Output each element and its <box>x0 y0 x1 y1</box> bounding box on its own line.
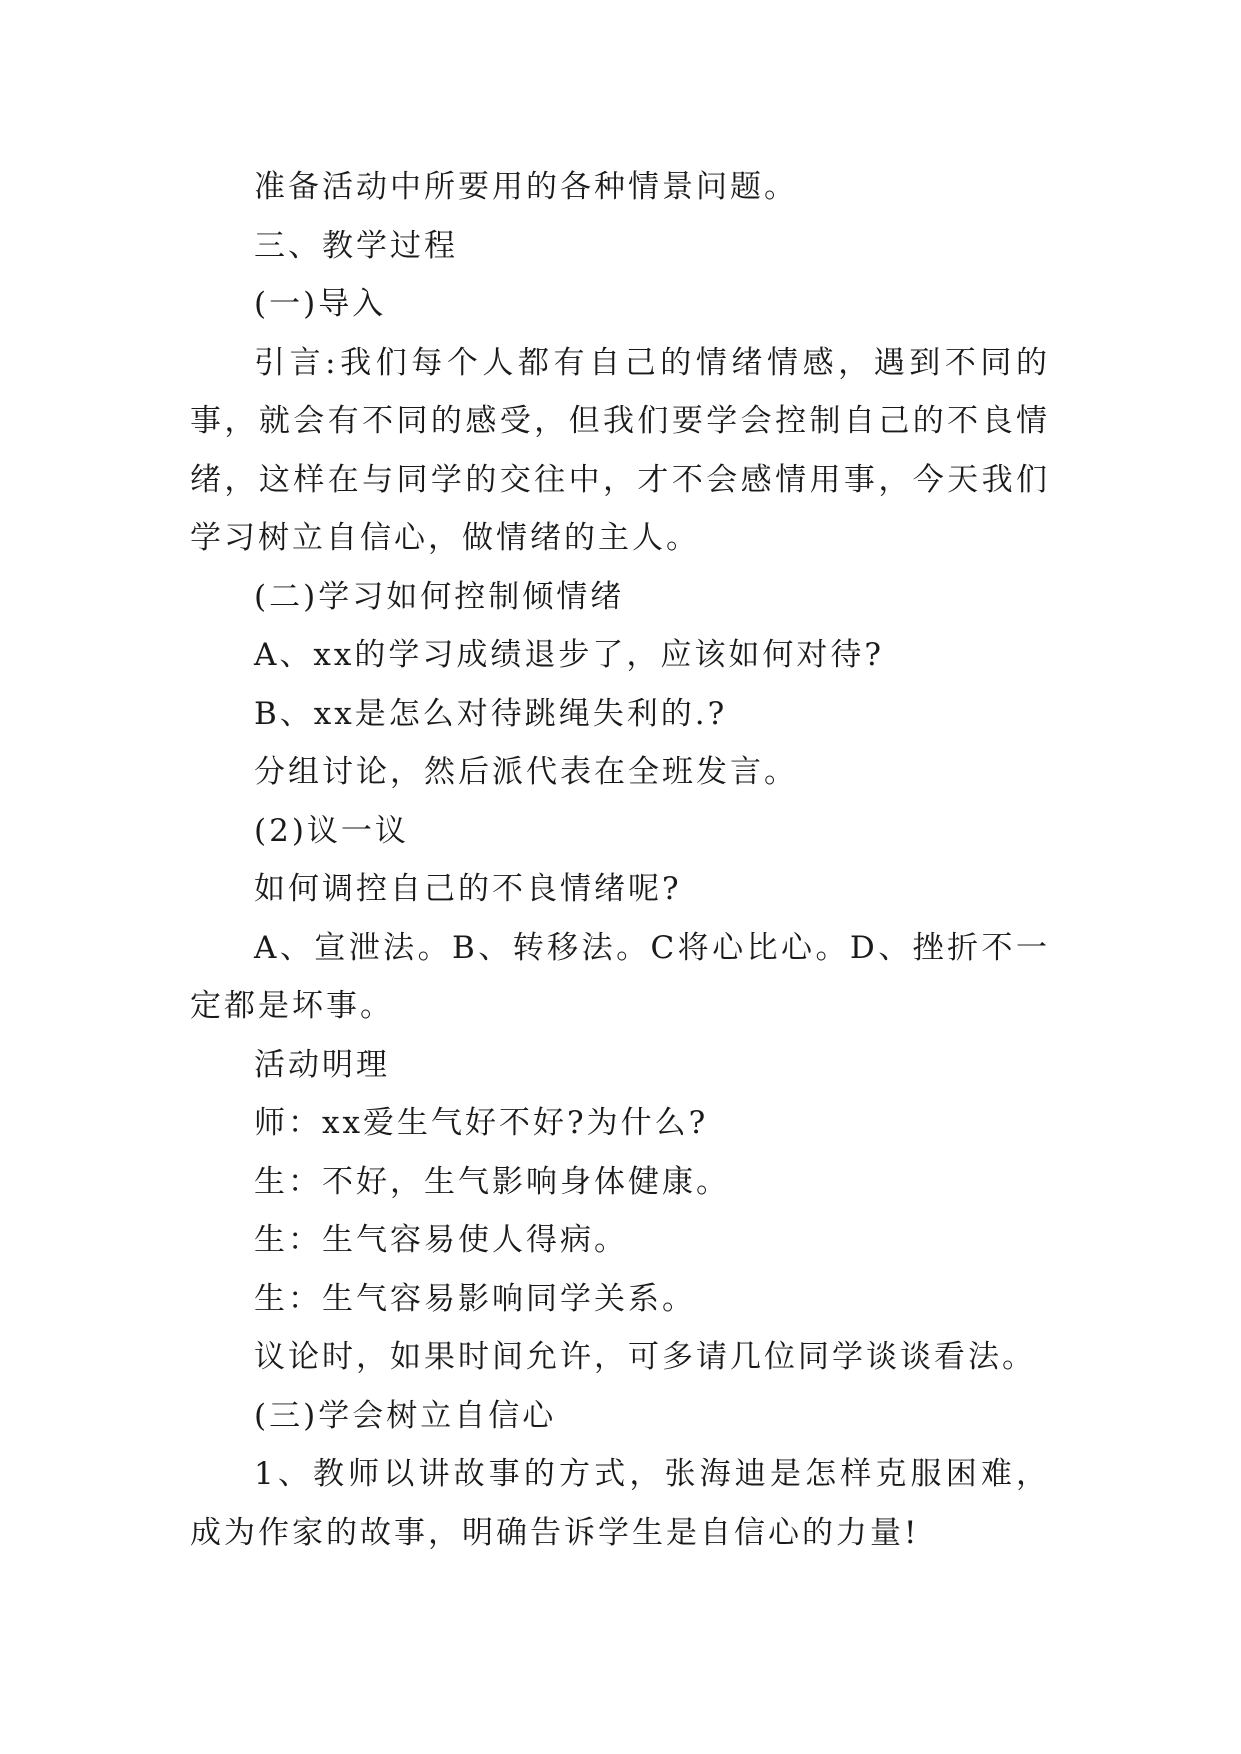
paragraph-group-discussion: 分组讨论，然后派代表在全班发言。 <box>254 754 798 790</box>
subheading-control-emotions: (二)学习如何控制倾情绪 <box>254 578 625 615</box>
question-regulate-emotions: 如何调控自己的不良情绪呢? <box>254 871 682 907</box>
paragraph-story: 1、教师以讲故事的方式，张海迪是怎样克服困难，成为作家的故事，明确告诉学生是自信心的力量! <box>190 1456 1050 1551</box>
section-heading-teaching-process: 三、教学过程 <box>254 227 458 264</box>
document-body <box>190 158 1050 1562</box>
paragraph-preparation: 准备活动中所要用的各种情景问题。 <box>254 169 798 205</box>
dialogue-student-1: 生：不好，生气影响身体健康。 <box>254 1163 730 1200</box>
subheading-activity: 活动明理 <box>254 1046 390 1083</box>
subheading-self-confidence: (三)学会树立自信心 <box>254 1397 557 1434</box>
dialogue-teacher: 师：xx爱生气好不好?为什么? <box>254 1105 709 1141</box>
dialogue-student-3: 生：生气容易影响同学关系。 <box>254 1280 696 1317</box>
subheading-discuss: (2)议一议 <box>254 812 409 849</box>
paragraph-discussion-note: 议论时，如果时间允许，可多请几位同学谈谈看法。 <box>254 1339 1036 1375</box>
subheading-introduction: (一)导入 <box>254 286 387 322</box>
question-b: B、xx是怎么对待跳绳失利的.? <box>254 695 728 732</box>
dialogue-student-2: 生：生气容易使人得病。 <box>254 1222 628 1258</box>
paragraph-foreword: 引言:我们每个人都有自己的情绪情感，遇到不同的事，就会有不同的感受，但我们要学会控制自己的不良情绪，这样在与同学的交往中，才不会感情用事，今天我们学习树立自信心，做情绪的主人。 <box>190 344 1050 556</box>
question-a: A、xx的学习成绩退步了，应该如何对待? <box>254 637 884 673</box>
paragraph-methods: A、宣泄法。B、转移法。C将心比心。D、挫折不一定都是坏事。 <box>190 929 1050 1024</box>
